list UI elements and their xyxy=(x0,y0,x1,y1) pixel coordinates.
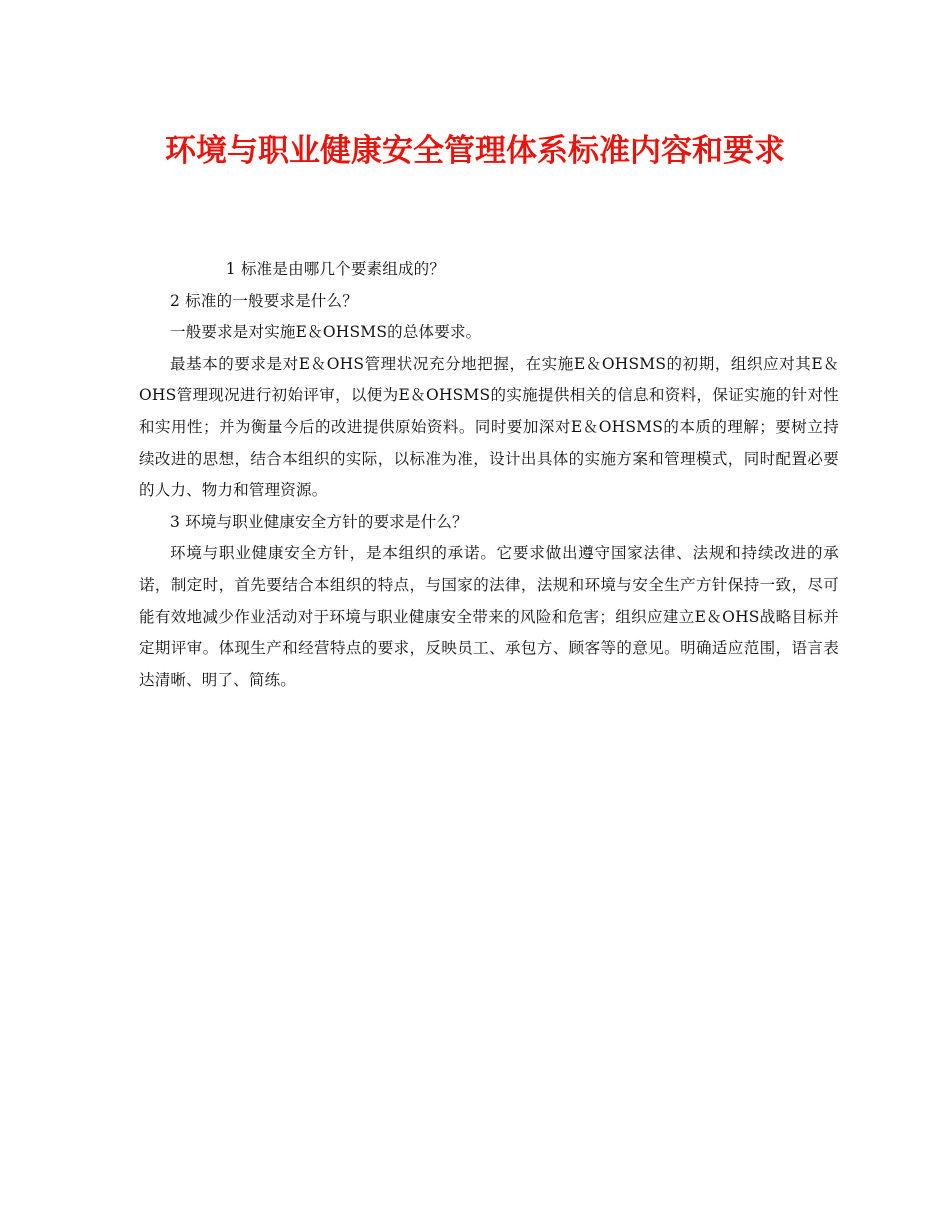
document-title: 环境与职业健康安全管理体系标准内容和要求 xyxy=(165,133,785,169)
answer-2-summary: 一般要求是对实施E＆OHSMS的总体要求。 xyxy=(170,323,482,342)
question-1: 1 标准是由哪几个要素组成的？ xyxy=(225,260,446,278)
answer-3: 环境与职业健康安全方针，是本组织的承诺。它要求做出遵守国家法律、法规和持续改进的承诺，制定时，首先要结合本组织的特点，与国家的法律，法规和环境与安全生产方针保持一致，尽可能有效地减少作业活动对于环境与职业健康安全带来的风险和危害；组织应建立E＆OHS战略目标并定期评审。体现生产和经营特点的要求，反映员工、承包方、顾客等的意见。明确适应范围，语言表达清晰、明了、简练。 xyxy=(139,544,839,689)
answer-2-detail: 最基本的要求是对E＆OHS管理状况充分地把握，在实施E＆OHSMS的初期，组织应对其E＆OHS管理现况进行初始评审，以便为E＆OHSMS的实施提供相关的信息和资料，保证实施的针对性和实用性；并为衡量今后的改进提供原始资料。同时要加深对E＆OHSMS的本质的理解；要树立持续改进的思想，结合本组织的实际，以标准为准，设计出具体的实施方案和管理模式，同时配置必要的人力、物力和管理资源。 xyxy=(139,354,839,500)
question-2: 2 标准的一般要求是什么？ xyxy=(170,291,358,310)
document-body xyxy=(139,254,839,696)
question-3: 3 环境与职业健康安全方针的要求是什么？ xyxy=(170,512,468,531)
